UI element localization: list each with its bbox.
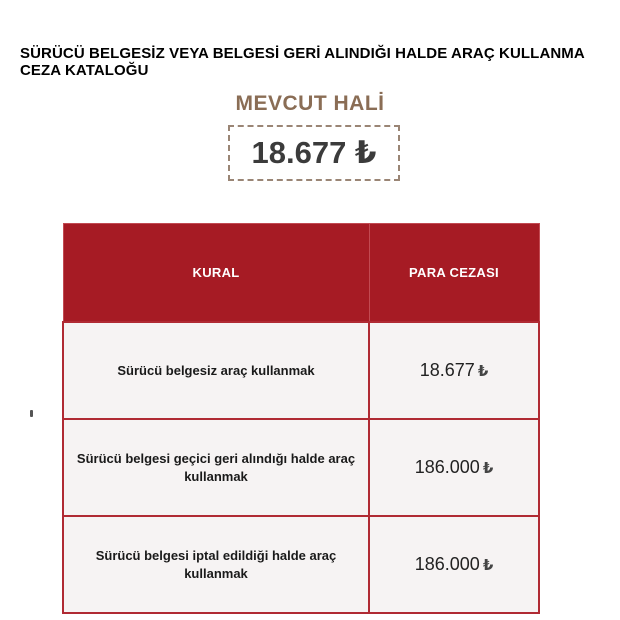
rule-cell: Sürücü belgesiz araç kullanmak (63, 322, 369, 419)
fine-cell (369, 322, 539, 419)
fine-cell (369, 516, 539, 613)
lira-symbol: ₺ (477, 363, 489, 380)
lira-symbol: ₺ (482, 557, 494, 574)
rule-cell: Sürücü belgesi geçici geri alındığı halde araç kullanmak (63, 419, 369, 516)
current-fine-value: 18.677 ₺ (251, 135, 377, 170)
current-status-label: MEVCUT HALİ (235, 92, 385, 115)
current-fine-box (228, 125, 400, 181)
table-row (63, 322, 539, 419)
fine-amount: 186.000 (414, 554, 480, 574)
fine-amount: 186.000 (414, 457, 480, 477)
table-header-row (63, 224, 539, 323)
fine-amount: 18.677 (419, 360, 475, 380)
table-row (63, 419, 539, 516)
table-row (63, 516, 539, 613)
stray-mark (30, 410, 33, 417)
lira-symbol: ₺ (482, 460, 494, 477)
fine-cell (369, 419, 539, 516)
rule-cell: Sürücü belgesi iptal edildiği halde araç kullanmak (63, 516, 369, 613)
page-title: SÜRÜCÜ BELGESİZ VEYA BELGESİ GERİ ALINDIĞI HALDE ARAÇ KULLANMA CEZA KATALOĞU (20, 45, 585, 79)
fine-table (62, 223, 540, 614)
header-rule: KURAL (63, 224, 369, 323)
header-fine: PARA CEZASI (369, 224, 539, 323)
